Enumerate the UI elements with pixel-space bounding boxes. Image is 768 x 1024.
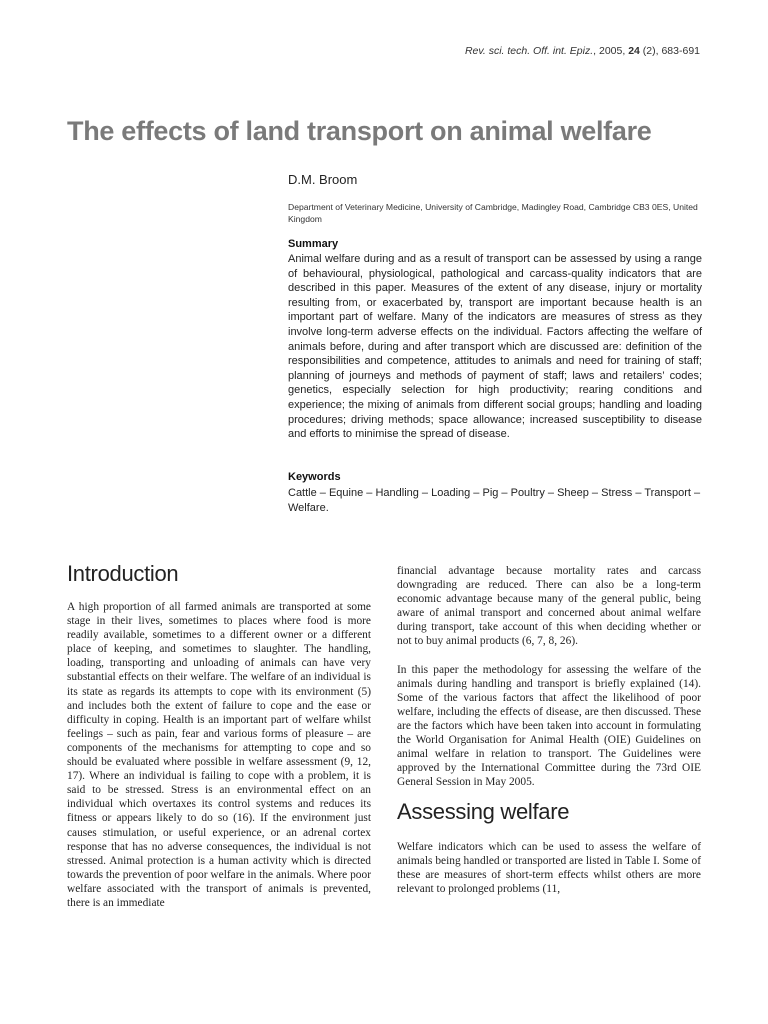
keywords-heading: Keywords [288, 471, 341, 483]
author-name: D.M. Broom [288, 172, 358, 187]
left-column [67, 600, 371, 924]
journal-volume: 24 [628, 45, 640, 57]
introduction-heading: Introduction [67, 561, 179, 586]
article-title: The effects of land transport on animal welfare [67, 116, 652, 146]
summary-heading: Summary [288, 238, 339, 250]
journal-issue-pages: (2), 683-691 [639, 45, 700, 57]
assessing-paragraph-1: Welfare indicators which can be used to assess the welfare of animals being handled or transported are listed in Table I. Some of these are measures of short-term effects whilst others are more relevant to prolonged problems (11, [397, 840, 701, 895]
journal-year: , 2005, [593, 45, 629, 57]
keywords-text: Cattle – Equine – Handling – Loading – Pig – Poultry – Sheep – Stress – Transport – Welfare. [288, 487, 701, 514]
right-column [397, 564, 701, 910]
summary-text: Animal welfare during and as a result of transport can be assessed by using a range of behavioural, physiological, pathological and carcass-quality indicators that are described in this paper. Measures of the extent of any disease, injury or mortality resulting from, or exacerbated by, transport are important because health is an important part of welfare. Many of the indicators are measures of stress as they involve long-term adverse effects on the individual. Factors affecting the welfare of animals before, during and after transport which are discussed are: definition of the responsibilities and competence, attitudes to animals and need for training of staff; planning of journeys and methods of payment of staff; laws and retailers’ codes; genetics, especially selection for high productivity; rearing conditions and experience; the mixing of animals from different social groups; handling and loading procedures; driving methods; space allowance; increased susceptibility to disease and efforts to minimise the spread of disease. [288, 253, 702, 441]
intro-paragraph-2: In this paper the methodology for assessing the welfare of the animals during handling and transport is briefly explained (14). Some of the various factors that affect the likelihood of poor welfare, including the effects of disease, are then discussed. These are the factors which have been taken into account in formulating the World Organisation for Animal Health (OIE) Guidelines on animal welfare in relation to transport. The Guidelines were approved by the International Committee during the 73rd OIE General Session in May 2005. [397, 663, 701, 789]
intro-paragraph-1: A high proportion of all farmed animals are transported at some stage in their lives, sometimes to places where food is more readily available, sometimes to a different owner or a different place of keeping, and sometimes to slaughter. The handling, loading, transporting and unloading of animals can have very substantial effects on their welfare. The welfare of an individual is its state as regards its attempts to cope with its environment (5) and includes both the extent of failure to cope and the ease or difficulty in coping. Health is an important part of welfare whilst feelings – such as pain, fear and various forms of pleasure – are components of the mechanisms for attempting to cope and so should be evaluated where possible in welfare assessment (9, 12, 17). Where an individual is failing to cope with a problem, it is said to be stressed. Stress is an environmental effect on an individual which overtaxes its control systems and reduces its fitness or appears likely to do so (16). If the environment just causes stimulation, or useful experience, or an adrenal cortex response that has no adverse consequences, the individual is not stressed. Animal protection is a human activity which is directed towards the prevention of poor welfare in the animals. Where poor welfare associated with the transport of animals is prevented, there is an immediate [67, 601, 371, 909]
running-head [465, 45, 700, 57]
intro-paragraph-1-continued: financial advantage because mortality rates and carcass downgrading are reduced. There can also be a long-term economic advantage because many of the general public, being aware of animal transport and concerned about animal welfare during transport, take account of this when deciding whether or not to buy animal products (6, 7, 8, 26). [397, 565, 701, 648]
journal-name: Rev. sci. tech. Off. int. Epiz. [464, 45, 594, 57]
assessing-welfare-heading: Assessing welfare [397, 799, 570, 825]
author-affiliation: Department of Veterinary Medicine, University of Cambridge, Madingley Road, Cambridge CB3 0ES, United Kingdom [288, 202, 698, 224]
